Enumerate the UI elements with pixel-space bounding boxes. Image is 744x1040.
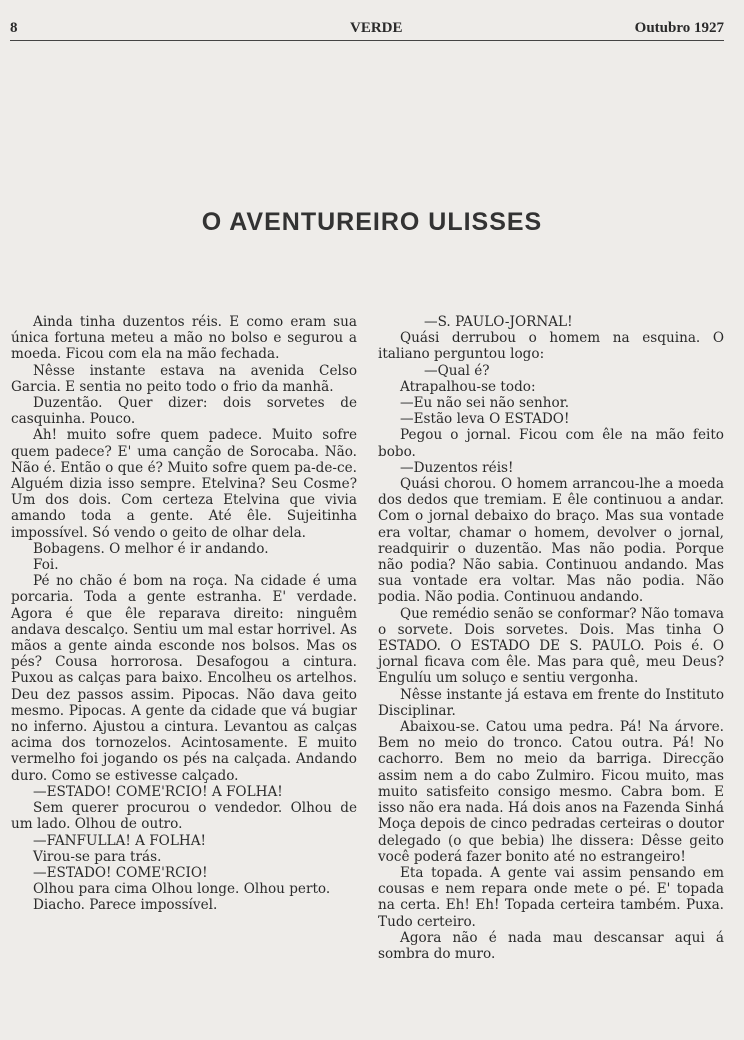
right-paragraph: Agora não é nada mau descansar aqui á sombra do muro. (378, 929, 724, 962)
right-paragraph: Pegou o jornal. Ficou com êle na mão feito bobo. (378, 427, 724, 460)
right-paragraph: Que remédio senão se conformar? Não tomava o sorvete. Dois sorvetes. Dois. Mas tinha O ESTADO. O ESTADO DE S. PAULO. Pois é. O jornal ficava com êle. Mas para quê, meu Deus? Engulíu um soluço e sentiu vergonha. (378, 605, 724, 687)
page-number: 8 (10, 20, 18, 36)
right-column (378, 314, 724, 962)
left-paragraph: —ESTADO! COME'RCIO! A FOLHA! (33, 783, 283, 800)
right-paragraph: Nêsse instante já estava em frente do Instituto Disciplinar. (378, 686, 724, 719)
article-title: O AVENTUREIRO ULISSES (201, 208, 543, 236)
left-paragraph: —FANFULLA! A FOLHA! (33, 832, 206, 849)
left-paragraph: Bobagens. O melhor é ir andando. (33, 540, 269, 557)
right-paragraph: —Estão leva O ESTADO! (400, 411, 570, 428)
left-paragraph: Ainda tinha duzentos réis. E como eram sua única fortuna meteu a mão no bolso e segurou a moeda. Ficou com ela na mão fechada. (11, 314, 357, 363)
magazine-name: VERDE (350, 20, 403, 36)
left-paragraph: Foi. (33, 557, 59, 574)
left-paragraph: —ESTADO! COME'RCIO! (33, 864, 208, 881)
right-paragraph: Abaixou-se. Catou uma pedra. Pá! Na árvore. Bem no meio do tronco. Catou outra. Pá! No cachorro. Bem no meio da barriga. Direcção assim nem a do cabo Zulmiro. Ficou muito, mas muito satisfeito consigo mesmo. Cabra bom. E isso não era nada. Há dois anos na Fazenda Sinhá Moça depois de cinco pedradas certeiras o doutor delegado (o que bebia) lhe dissera: Dêsse geito você poderá fazer bonito até no estrangeiro! (378, 719, 724, 865)
page-header (10, 20, 724, 41)
right-paragraph: —Qual é? (424, 362, 490, 379)
left-column (11, 314, 357, 914)
right-paragraph: —S. PAULO-JORNAL! (424, 314, 573, 330)
left-paragraph: Ah! muito sofre quem padece. Muito sofre quem padece? E' uma canção de Sorocaba. Não. Não é. Então o que é? Muito sofre quem pa-de-ce. Alguém dizia isso sempre. Etelvina? Seu Cosme? Um dos dois. Com certeza Etelvina que vivia amando toda a gente. Até êle. Sujeitinha impossível. Só vendo o geito de olhar dela. (11, 427, 357, 541)
right-paragraph: Quási derrubou o homem na esquina. O italiano perguntou logo: (378, 330, 724, 363)
left-paragraph: Pé no chão é bom na roça. Na cidade é uma porcaria. Toda a gente estranha. E' verdade. Agora é que êle reparava direito: ninguêm andava descalço. Sentiu um mal estar horrivel. As mãos a gente ainda esconde nos bolsos. Mas os pés? Cousa horrorosa. Desafogou a cintura. Puxou as calças para baixo. Encolheu os artelhos. Deu dez passos assim. Pipocas. Não dava geito mesmo. Pipocas. A gente da cidade que vá bugiar no inferno. Ajustou a cintura. Levantou as calças acima dos tornozelos. Acintosamente. E muito vermelho foi jogando os pés na calçada. Andando duro. Como se estivesse calçado. (11, 573, 357, 784)
right-paragraph: Eta topada. A gente vai assim pensando em cousas e nem repara onde mete o pé. E' topada na certa. Eh! Eh! Topada certeira também. Puxa. Tudo certeiro. (378, 864, 724, 930)
left-paragraph: Virou-se para trás. (33, 848, 162, 865)
right-paragraph: —Eu não sei não senhor. (400, 395, 570, 412)
left-paragraph: Duzentão. Quer dizer: dois sorvetes de casquinha. Pouco. (11, 395, 357, 428)
right-paragraph: Atrapalhou-se todo: (400, 378, 536, 395)
left-paragraph: Diacho. Parece impossível. (33, 897, 218, 914)
left-paragraph: Sem querer procurou o vendedor. Olhou de um lado. Olhou de outro. (11, 800, 357, 833)
issue-date: Outubro 1927 (634, 20, 724, 36)
right-paragraph: Quási chorou. O homem arrancou-lhe a moeda dos dedos que tremiam. E êle continuou a andar. Com o jornal debaixo do braço. Mas sua vontade era voltar, chamar o homem, devolver o jornal, readquirir o duzentão. Mas não podia. Porque não podia? Não sabia. Continuou andando. Mas sua vontade era voltar. Mas não podia. Não podia. Não podia. Continuou andando. (378, 476, 724, 606)
right-paragraph: —Duzentos réis! (400, 459, 514, 476)
left-paragraph: Nêsse instante estava na avenida Celso Garcia. E sentia no peito todo o frio da manhã. (11, 362, 357, 395)
left-paragraph: Olhou para cima Olhou longe. Olhou perto. (33, 881, 331, 898)
